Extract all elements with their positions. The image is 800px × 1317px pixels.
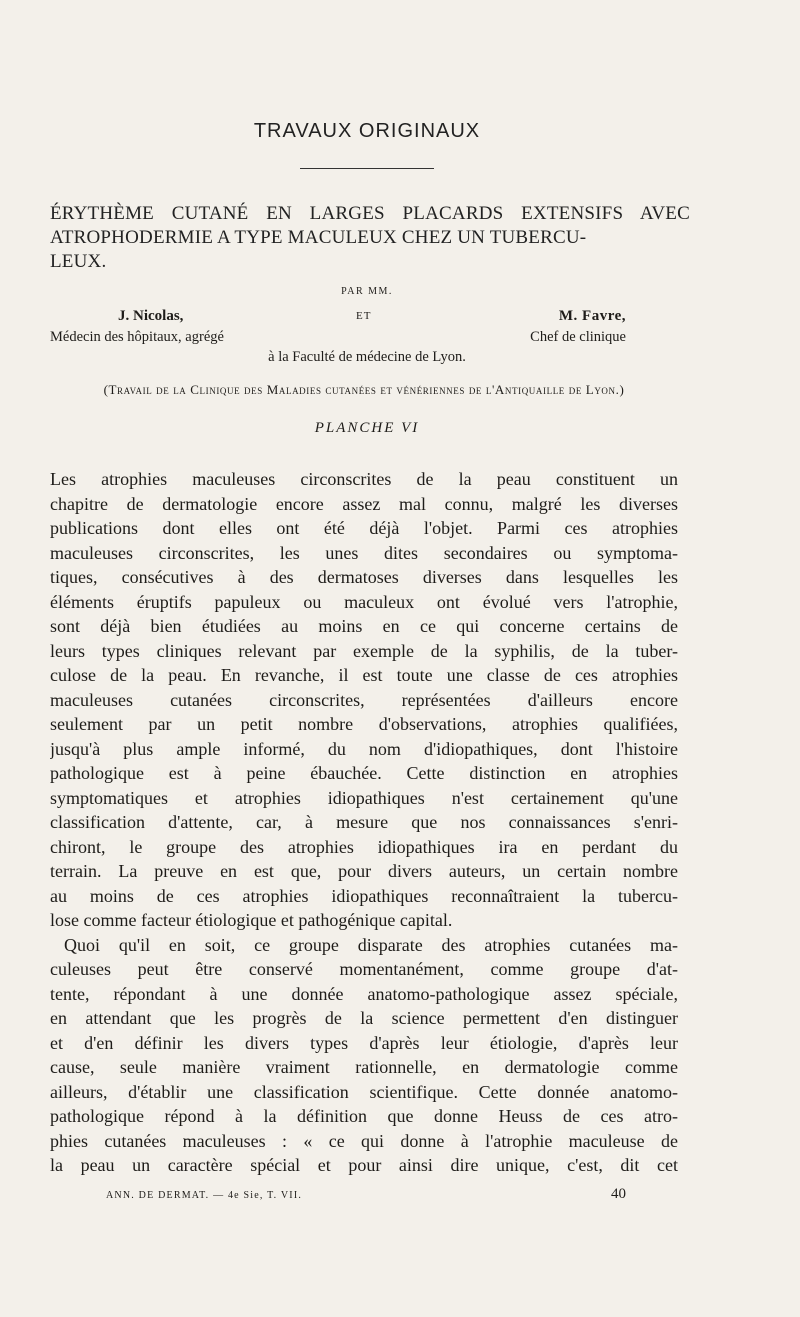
body-line: en attendant que les progrès de la science permettent d'en distinguer bbox=[50, 1008, 678, 1028]
affiliation-favre: Chef de clinique bbox=[530, 329, 626, 345]
affiliations-row bbox=[50, 329, 626, 349]
affiliation-nicolas: Médecin des hôpitaux, agrégé bbox=[50, 329, 224, 345]
body-line: cause, seule manière vraiment rationnelle, en dermatologie comme bbox=[50, 1057, 678, 1077]
body-line: pathologique répond à la définition que donne Heuss de ces atro- bbox=[50, 1106, 678, 1126]
body-line: pathologique est à peine ébauchée. Cette distinction en atrophies bbox=[50, 763, 678, 783]
body-line: classification d'attente, car, à mesure que nos connaissances s'enri- bbox=[50, 812, 678, 832]
authors-intro: PAR MM. bbox=[341, 286, 393, 297]
body-line: éléments éruptifs papuleux ou maculeux ont évolué vers l'atrophie, bbox=[50, 591, 678, 612]
body-line: leurs types cliniques relevant par exemple de la syphilis, de la tuber- bbox=[50, 640, 678, 661]
page-number: 40 bbox=[611, 1186, 626, 1202]
body-line: tente, répondant à une donnée anatomo-pathologique assez spéciale, bbox=[50, 983, 678, 1004]
author-conjunction: ET bbox=[356, 310, 372, 322]
section-title: TRAVAUX ORIGINAUX bbox=[253, 120, 481, 142]
work-origin-note: (Travail de la Clinique des Maladies cutanées et vénériennes de l'Antiquaille de Lyon.) bbox=[103, 382, 625, 397]
body-line: lose comme facteur étiologique et pathogénique capital. bbox=[50, 910, 453, 930]
plate-reference: PLANCHE VI bbox=[314, 420, 420, 436]
article-body bbox=[50, 467, 678, 1178]
author-nicolas: J. Nicolas, bbox=[118, 308, 184, 324]
body-line: chiront, le groupe des atrophies idiopathiques ira en perdant du bbox=[50, 836, 678, 857]
body-line: publications dont elles ont été déjà l'objet. Parmi ces atrophies bbox=[50, 518, 678, 538]
body-line: ailleurs, d'établir une classification scientifique. Cette donnée anatomo- bbox=[50, 1081, 678, 1102]
body-line: la peau un caractère spécial et pour ainsi dire unique, c'est, dit cet bbox=[50, 1155, 678, 1175]
body-line: terrain. La preuve en est que, pour divers auteurs, un certain nombre bbox=[50, 861, 678, 881]
title-rule bbox=[300, 168, 434, 169]
article-title-line: ATROPHODERMIE A TYPE MACULEUX CHEZ UN TUBERCU- bbox=[50, 227, 587, 248]
body-line: symptomatiques et atrophies idiopathiques n'est certainement qu'une bbox=[50, 787, 678, 808]
body-line: Quoi qu'il en soit, ce groupe disparate des atrophies cutanées ma- bbox=[64, 934, 678, 955]
body-line: seulement par un petit nombre d'observations, atrophies qualifiées, bbox=[50, 714, 678, 734]
body-line: au moins de ces atrophies idiopathiques reconnaîtraient la tubercu- bbox=[50, 885, 678, 906]
journal-reference: ANN. DE DERMAT. — 4e Sie, T. VII. bbox=[106, 1190, 303, 1201]
body-line: culeuses peut être conservé momentanément, comme groupe d'at- bbox=[50, 959, 678, 979]
body-line: tiques, consécutives à des dermatoses diverses dans lesquelles les bbox=[50, 567, 678, 587]
article-title bbox=[50, 202, 690, 274]
authors-row bbox=[50, 308, 626, 328]
body-line: Les atrophies maculeuses circonscrites de la peau constituent un bbox=[50, 469, 678, 489]
body-line: et d'en définir les divers types d'après leur étiologie, d'après leur bbox=[50, 1032, 678, 1053]
body-line: phies cutanées maculeuses : « ce qui donne à l'atrophie maculeuse de bbox=[50, 1130, 678, 1151]
body-line: culose de la peau. En revanche, il est toute une classe de ces atrophies bbox=[50, 665, 678, 685]
body-line: jusqu'à plus ample informé, du nom d'idiopathiques, dont l'histoire bbox=[50, 738, 678, 759]
body-line: chapitre de dermatologie encore assez mal connu, malgré les diverses bbox=[50, 493, 678, 514]
body-line: sont déjà bien étudiées au moins en ce qui concerne certains de bbox=[50, 616, 678, 636]
author-favre: M. Favre, bbox=[558, 308, 626, 324]
article-title-line: LEUX. bbox=[50, 251, 107, 272]
body-line: maculeuses cutanées circonscrites, représentées d'ailleurs encore bbox=[50, 689, 678, 710]
page-footer bbox=[50, 1186, 626, 1206]
article-title-line: ÉRYTHÈME CUTANÉ EN LARGES PLACARDS EXTENSIFS AVEC bbox=[50, 203, 690, 224]
affiliation-faculty: à la Faculté de médecine de Lyon. bbox=[268, 349, 466, 365]
body-line: maculeuses circonscrites, les unes dites secondaires ou symptoma- bbox=[50, 542, 678, 563]
